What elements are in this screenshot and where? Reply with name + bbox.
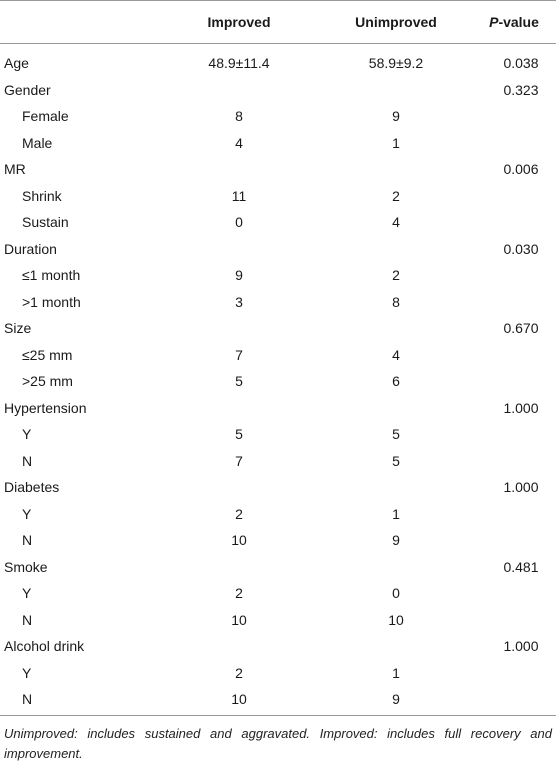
header-variable (0, 1, 158, 44)
row-label: Y (22, 585, 32, 602)
table-row (0, 686, 556, 715)
table-row (0, 315, 556, 342)
cell-p-value: 0.038 (503, 55, 539, 72)
cell-improved: 5 (235, 373, 243, 390)
cell-p-value (472, 580, 556, 607)
row-label: Duration (4, 240, 57, 257)
cell-improved: 7 (235, 452, 243, 469)
row-label: Smoke (4, 558, 48, 575)
table-footnote: Unimproved: includes sustained and aggravated. Improved: includes full recovery and improvement. (4, 725, 552, 761)
cell-p-value: 1.000 (503, 638, 539, 655)
table-row (0, 342, 556, 369)
cell-p-value (472, 501, 556, 528)
row-label: Y (22, 664, 32, 681)
row-label: Shrink (22, 187, 62, 204)
row-label: Male (22, 134, 53, 151)
cell-p-value: 0.670 (503, 320, 539, 337)
cell-p-value (472, 421, 556, 448)
cell-improved: 2 (235, 664, 243, 681)
cell-improved: 2 (235, 505, 243, 522)
row-label: ≤25 mm (22, 346, 73, 363)
cell-unimproved: 58.9±9.2 (368, 55, 424, 72)
cell-p-value (472, 448, 556, 475)
row-label: MR (4, 161, 26, 178)
table-row (0, 395, 556, 422)
cell-p-value (472, 103, 556, 130)
table-row (0, 474, 556, 501)
cell-p-value: 0.481 (503, 558, 539, 575)
cell-unimproved: 1 (392, 505, 400, 522)
table-row (0, 368, 556, 395)
header-p-suffix: -value (498, 14, 539, 30)
cell-improved: 10 (158, 686, 320, 715)
cell-unimproved (320, 315, 472, 342)
cell-improved (158, 474, 320, 501)
cell-unimproved: 4 (392, 214, 400, 231)
row-label: Size (4, 320, 32, 337)
cell-p-value (472, 289, 556, 316)
table-row (0, 501, 556, 528)
cell-improved (158, 315, 320, 342)
row-label: >1 month (22, 293, 81, 310)
table-row (0, 262, 556, 289)
cell-improved (158, 633, 320, 660)
cell-p-value (472, 130, 556, 157)
row-label: Alcohol drink (4, 638, 85, 655)
cell-unimproved: 0 (392, 585, 400, 602)
table-row (0, 448, 556, 475)
cell-unimproved: 1 (392, 664, 400, 681)
cell-improved: 3 (235, 293, 243, 310)
cell-improved: 8 (235, 108, 243, 125)
table-row (0, 289, 556, 316)
cell-improved: 4 (235, 134, 243, 151)
cell-unimproved: 10 (388, 611, 404, 628)
cell-improved: 11 (231, 187, 247, 204)
cell-improved: 48.9±11.4 (208, 55, 270, 72)
table-body (0, 44, 556, 716)
cell-p-value (472, 342, 556, 369)
row-label: Gender (4, 81, 51, 98)
header-p-value (472, 1, 556, 44)
row-label: N (22, 452, 33, 469)
cell-improved: 0 (235, 214, 243, 231)
row-label: Age (4, 55, 29, 72)
table-row (0, 156, 556, 183)
table-header-row (0, 1, 556, 44)
table-row (0, 77, 556, 104)
table-row (0, 103, 556, 130)
cell-p-value: 0.030 (503, 240, 539, 257)
cell-p-value: 1.000 (503, 479, 539, 496)
cell-unimproved: 9 (392, 532, 400, 549)
table-row (0, 580, 556, 607)
cell-improved: 10 (231, 532, 247, 549)
cell-improved: 2 (235, 585, 243, 602)
cell-improved (158, 77, 320, 104)
cell-unimproved: 9 (320, 686, 472, 715)
cell-improved (158, 554, 320, 581)
cell-unimproved: 8 (392, 293, 400, 310)
table-row (0, 44, 556, 77)
cell-p-value (472, 183, 556, 210)
table-row (0, 607, 556, 634)
row-label: N (22, 532, 33, 549)
row-label: Hypertension (4, 399, 87, 416)
row-label: Diabetes (4, 479, 60, 496)
cell-unimproved: 6 (392, 373, 400, 390)
cell-improved: 5 (235, 426, 243, 443)
row-label: >25 mm (22, 373, 73, 390)
row-label: ≤1 month (22, 267, 81, 284)
table-row (0, 130, 556, 157)
table-row (0, 421, 556, 448)
cell-unimproved (320, 554, 472, 581)
cell-p-value: 0.323 (503, 81, 539, 98)
cell-p-value (472, 660, 556, 687)
cell-improved: 7 (235, 346, 243, 363)
cell-p-value: 1.000 (503, 399, 539, 416)
table-row (0, 554, 556, 581)
cell-unimproved: 4 (392, 346, 400, 363)
table-row (0, 236, 556, 263)
row-label: Sustain (22, 214, 69, 231)
cell-unimproved: 9 (392, 108, 400, 125)
cell-unimproved (320, 395, 472, 422)
cell-improved: 10 (231, 611, 247, 628)
row-label: Female (22, 108, 69, 125)
cell-p-value (472, 527, 556, 554)
cell-p-value (472, 262, 556, 289)
cell-p-value (472, 368, 556, 395)
row-label: N (22, 611, 33, 628)
cell-unimproved (320, 77, 472, 104)
cell-unimproved: 2 (392, 187, 400, 204)
table-row (0, 660, 556, 687)
row-label: N (0, 686, 158, 715)
cell-improved: 9 (235, 267, 243, 284)
cell-p-value (472, 209, 556, 236)
table-row (0, 527, 556, 554)
cell-p-value (472, 686, 556, 715)
table-row (0, 183, 556, 210)
cell-improved (158, 395, 320, 422)
cell-improved (158, 236, 320, 263)
cell-unimproved (320, 633, 472, 660)
cell-unimproved: 2 (392, 267, 400, 284)
header-improved: Improved (158, 1, 320, 44)
cell-p-value (472, 607, 556, 634)
row-label: Y (22, 505, 32, 522)
table-row (0, 633, 556, 660)
cell-unimproved: 1 (392, 134, 400, 151)
cell-p-value: 0.006 (503, 161, 539, 178)
cell-unimproved (320, 474, 472, 501)
cell-unimproved: 5 (392, 426, 400, 443)
row-label: Y (22, 426, 32, 443)
header-unimproved: Unimproved (320, 1, 472, 44)
header-p-letter: P (489, 14, 499, 30)
table-row (0, 209, 556, 236)
cell-unimproved (320, 156, 472, 183)
cell-improved (158, 156, 320, 183)
cell-unimproved: 5 (392, 452, 400, 469)
cell-unimproved (320, 236, 472, 263)
